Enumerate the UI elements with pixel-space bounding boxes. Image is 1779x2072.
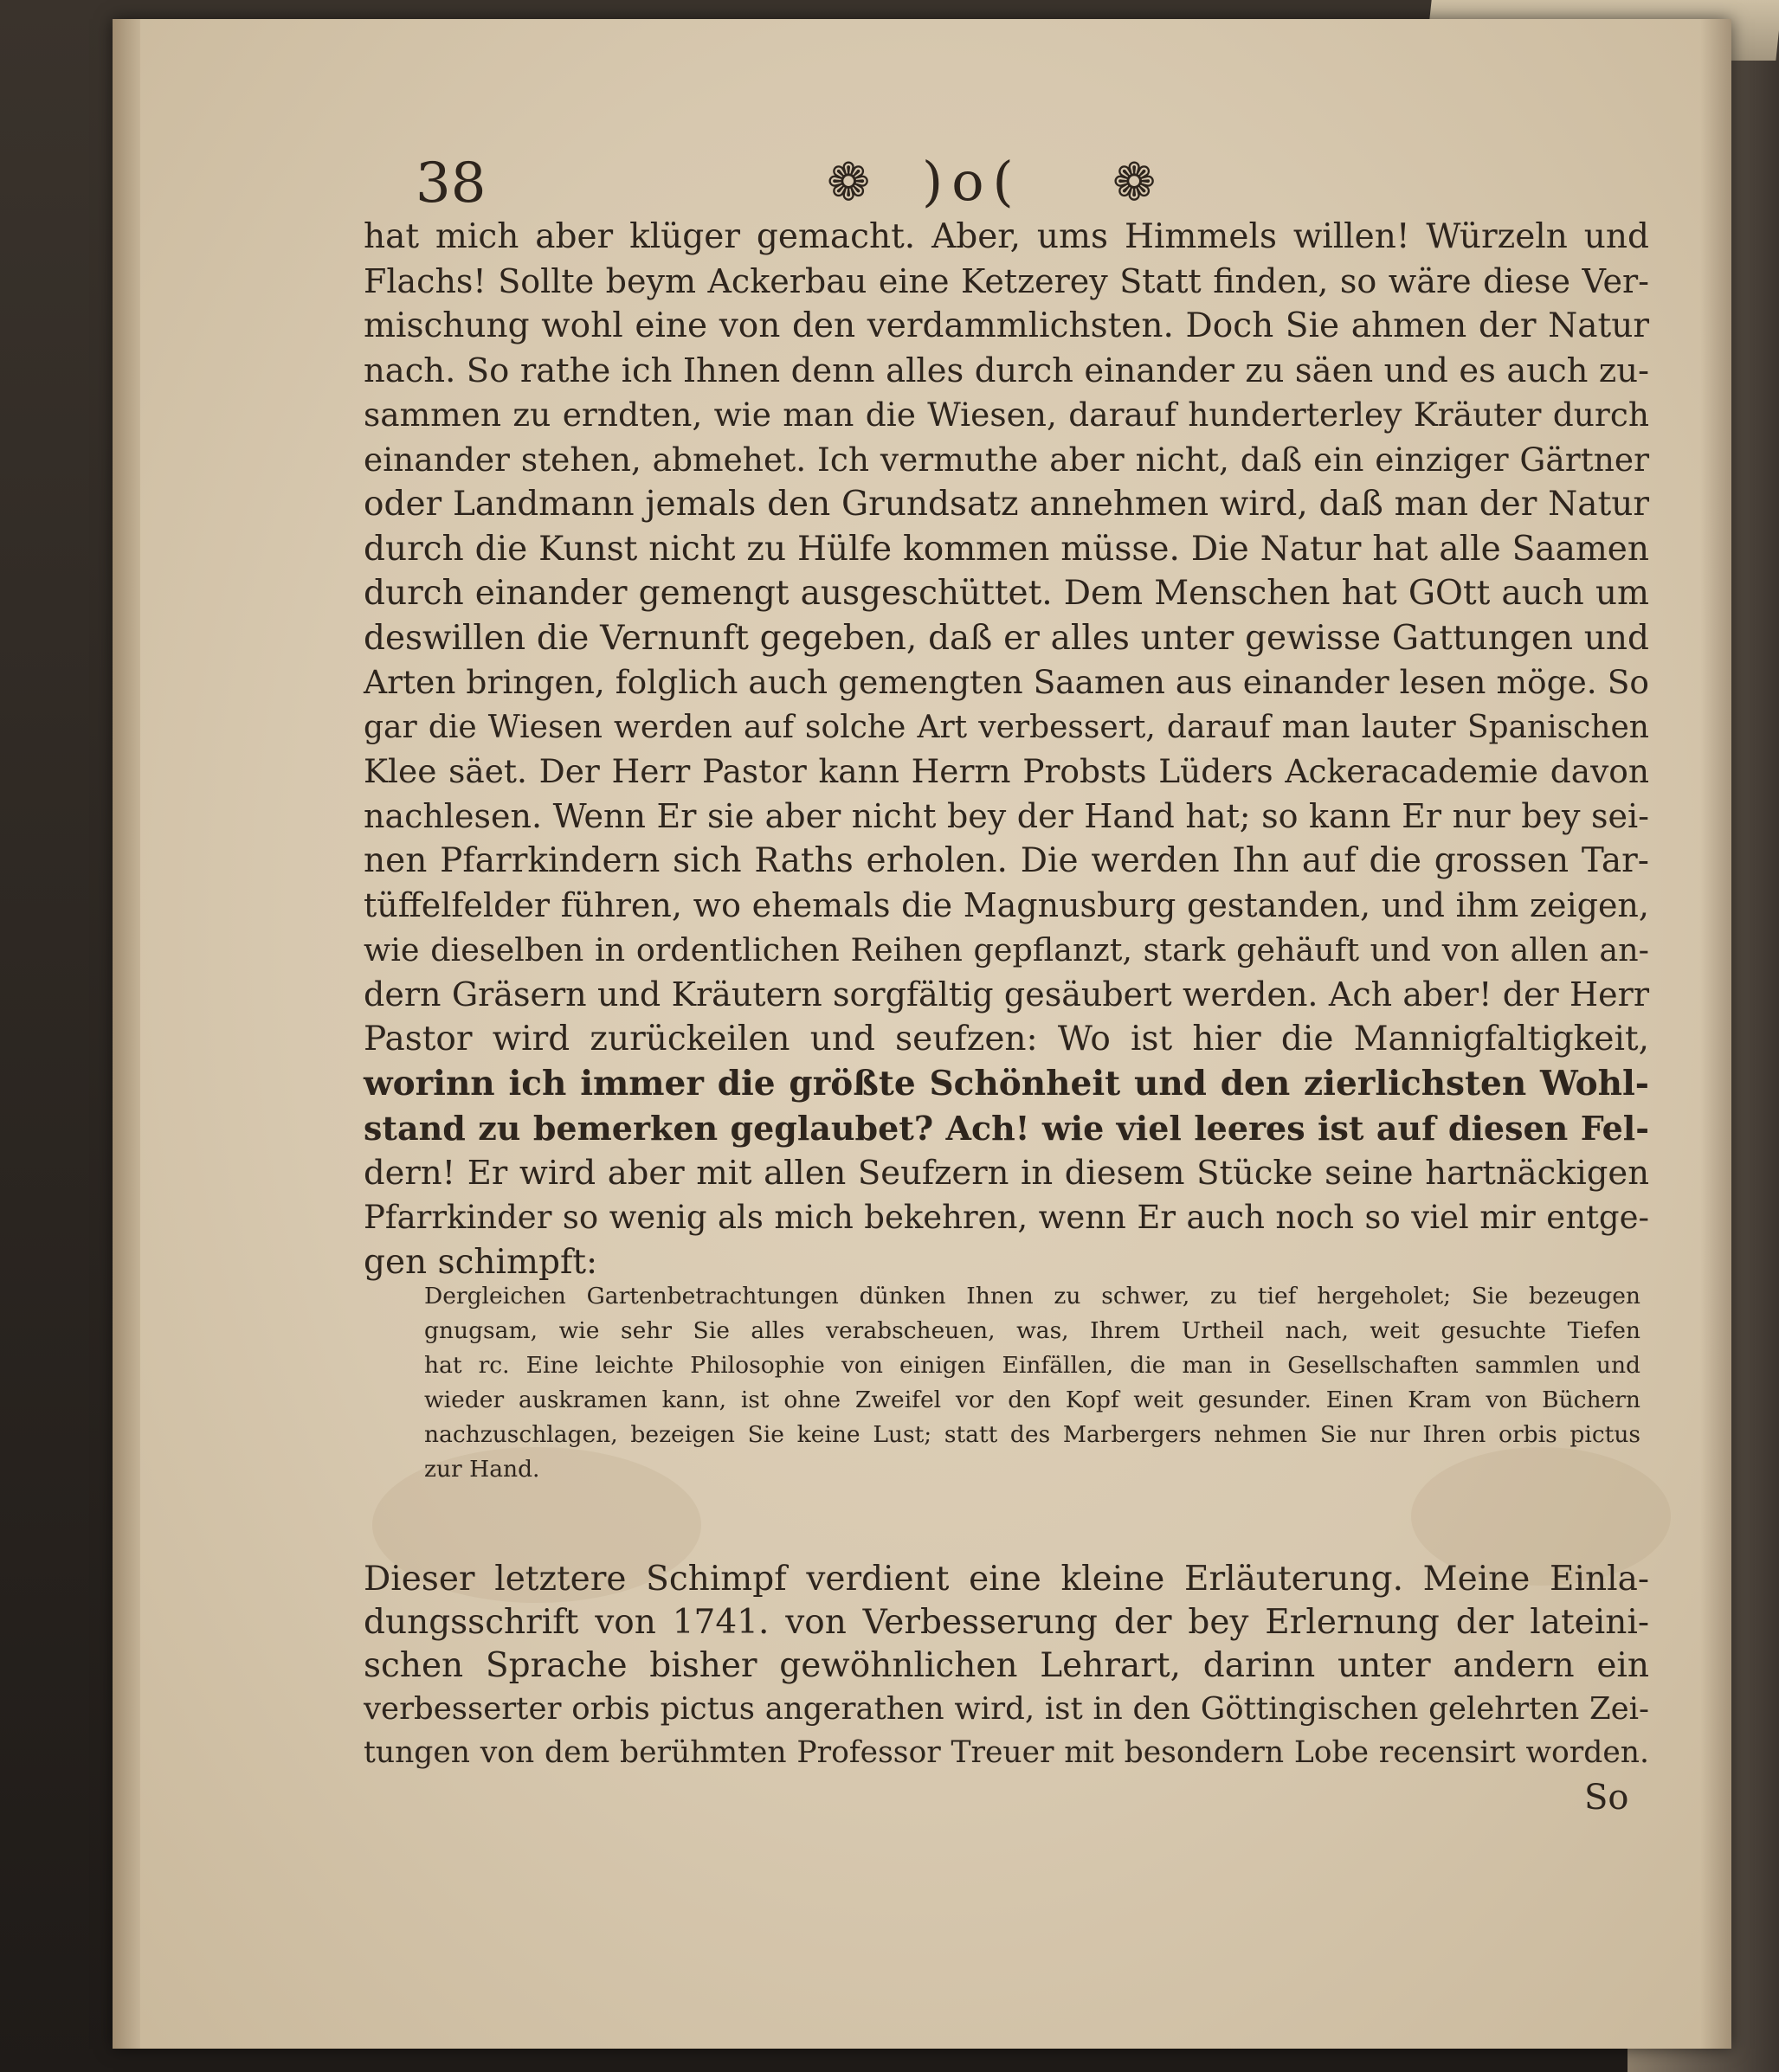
text-line: oder Landmann jemals den Grundsatz annehmen wird, daß man der Natur	[364, 485, 1649, 524]
text-line: dungsschrift von 1741. von Verbesserung der bey Erlernung der lateini-	[364, 1603, 1649, 1642]
header-center-mark: )o(	[922, 150, 1022, 213]
flower-ornament-icon: ❁	[827, 152, 871, 213]
text-line: schen Sprache bisher gewöhnlichen Lehrart, darinn unter andern ein	[364, 1646, 1649, 1685]
text-line: gar die Wiesen werden auf solche Art verbessert, darauf man lauter Spanischen	[364, 709, 1649, 745]
page-number: 38	[416, 151, 487, 216]
quote-line: nachzuschlagen, bezeigen Sie keine Lust; statt des Marbergers nehmen Sie nur Ihren orbis pictus	[424, 1421, 1640, 1448]
text-line: nen Pfarrkindern sich Raths erholen. Die werden Ihn auf die grossen Tar-	[364, 841, 1649, 880]
text-line: dern Gräsern und Kräutern sorgfältig gesäubert werden. Ach aber! der Herr	[364, 975, 1649, 1013]
text-line: mischung wohl eine von den verdammlichsten. Doch Sie ahmen der Natur	[364, 306, 1649, 345]
quote-line: zur Hand.	[424, 1456, 540, 1483]
second-paragraph	[364, 1558, 1649, 1774]
text-line-emphasis: worinn ich immer die größte Schönheit und den zierlichsten Wohl-	[364, 1063, 1649, 1104]
block-quote	[424, 1279, 1640, 1487]
quote-line: Dergleichen Gartenbetrachtungen dünken Ihnen zu schwer, zu tief hergeholet; Sie bezeugen	[424, 1283, 1640, 1309]
text-line: Flachs! Sollte beym Ackerbau eine Ketzerey Statt finden, so wäre diese Ver-	[364, 261, 1649, 300]
text-line: nachlesen. Wenn Er sie aber nicht bey der Hand hat; so kann Er nur bey sei-	[364, 796, 1649, 835]
catchword: So	[1584, 1778, 1629, 1818]
text-line: einander stehen, abmehet. Ich vermuthe aber nicht, daß ein einziger Gärtner	[364, 440, 1649, 479]
quote-line: hat rc. Eine leichte Philosophie von einigen Einfällen, die man in Gesellschaften sammlen und	[424, 1352, 1640, 1379]
page-gutter	[113, 19, 140, 2049]
page-edge-shadow	[1700, 19, 1731, 2049]
text-line: dern! Er wird aber mit allen Seufzern in diesem Stücke seine hartnäckigen	[364, 1153, 1649, 1193]
flower-ornament-icon: ❁	[1112, 152, 1157, 213]
text-line: hat mich aber klüger gemacht. Aber, ums Himmels willen! Würzeln und	[364, 217, 1649, 256]
text-line: Arten bringen, folglich auch gemengten Saamen aus einander lesen möge. So	[364, 663, 1649, 701]
text-line: deswillen die Vernunft gegeben, daß er alles unter gewisse Gattungen und	[364, 618, 1649, 658]
text-line: tungen von dem berühmten Professor Treuer mit besondern Lobe recensirt worden.	[364, 1735, 1649, 1770]
text-line: gen schimpft:	[364, 1242, 598, 1282]
text-line-emphasis: stand zu bemerken geglaubet? Ach! wie viel leeres ist auf diesen Fel-	[364, 1109, 1649, 1148]
quote-line: gnugsam, wie sehr Sie alles verabscheuen, was, Ihrem Urtheil nach, weit gesuchte Tiefen	[424, 1317, 1640, 1344]
text-line: Klee säet. Der Herr Pastor kann Herrn Probsts Lüders Ackeracademie davon	[364, 752, 1649, 790]
text-line: durch einander gemengt ausgeschüttet. Dem Menschen hat GOtt auch um	[364, 574, 1649, 613]
text-line: wie dieselben in ordentlichen Reihen gepflanzt, stark gehäuft und von allen an-	[364, 931, 1649, 968]
text-line: Dieser letztere Schimpf verdient eine kleine Erläuterung. Meine Einla-	[364, 1560, 1649, 1599]
text-line: sammen zu erndten, wie man die Wiesen, darauf hunderterley Kräuter durch	[364, 396, 1649, 434]
text-line: verbesserter orbis pictus angerathen wird, ist in den Göttingischen gelehrten Zei-	[364, 1691, 1649, 1727]
quote-line: wieder auskramen kann, ist ohne Zweifel vor den Kopf weit gesunder. Einen Kram von Büchern	[424, 1387, 1640, 1413]
text-line: nach. So rathe ich Ihnen denn alles durch einander zu säen und es auch zu-	[364, 351, 1649, 390]
text-line: Pfarrkinder so wenig als mich bekehren, wenn Er auch noch so viel mir entge-	[364, 1199, 1649, 1236]
text-line: tüffelfelder führen, wo ehemals die Magnusburg gestanden, und ihm zeigen,	[364, 885, 1649, 924]
text-line: Pastor wird zurückeilen und seufzen: Wo ist hier die Mannigfaltigkeit,	[364, 1020, 1649, 1059]
main-paragraph	[364, 215, 1649, 1284]
text-line: durch die Kunst nicht zu Hülfe kommen müsse. Die Natur hat alle Saamen	[364, 529, 1649, 569]
